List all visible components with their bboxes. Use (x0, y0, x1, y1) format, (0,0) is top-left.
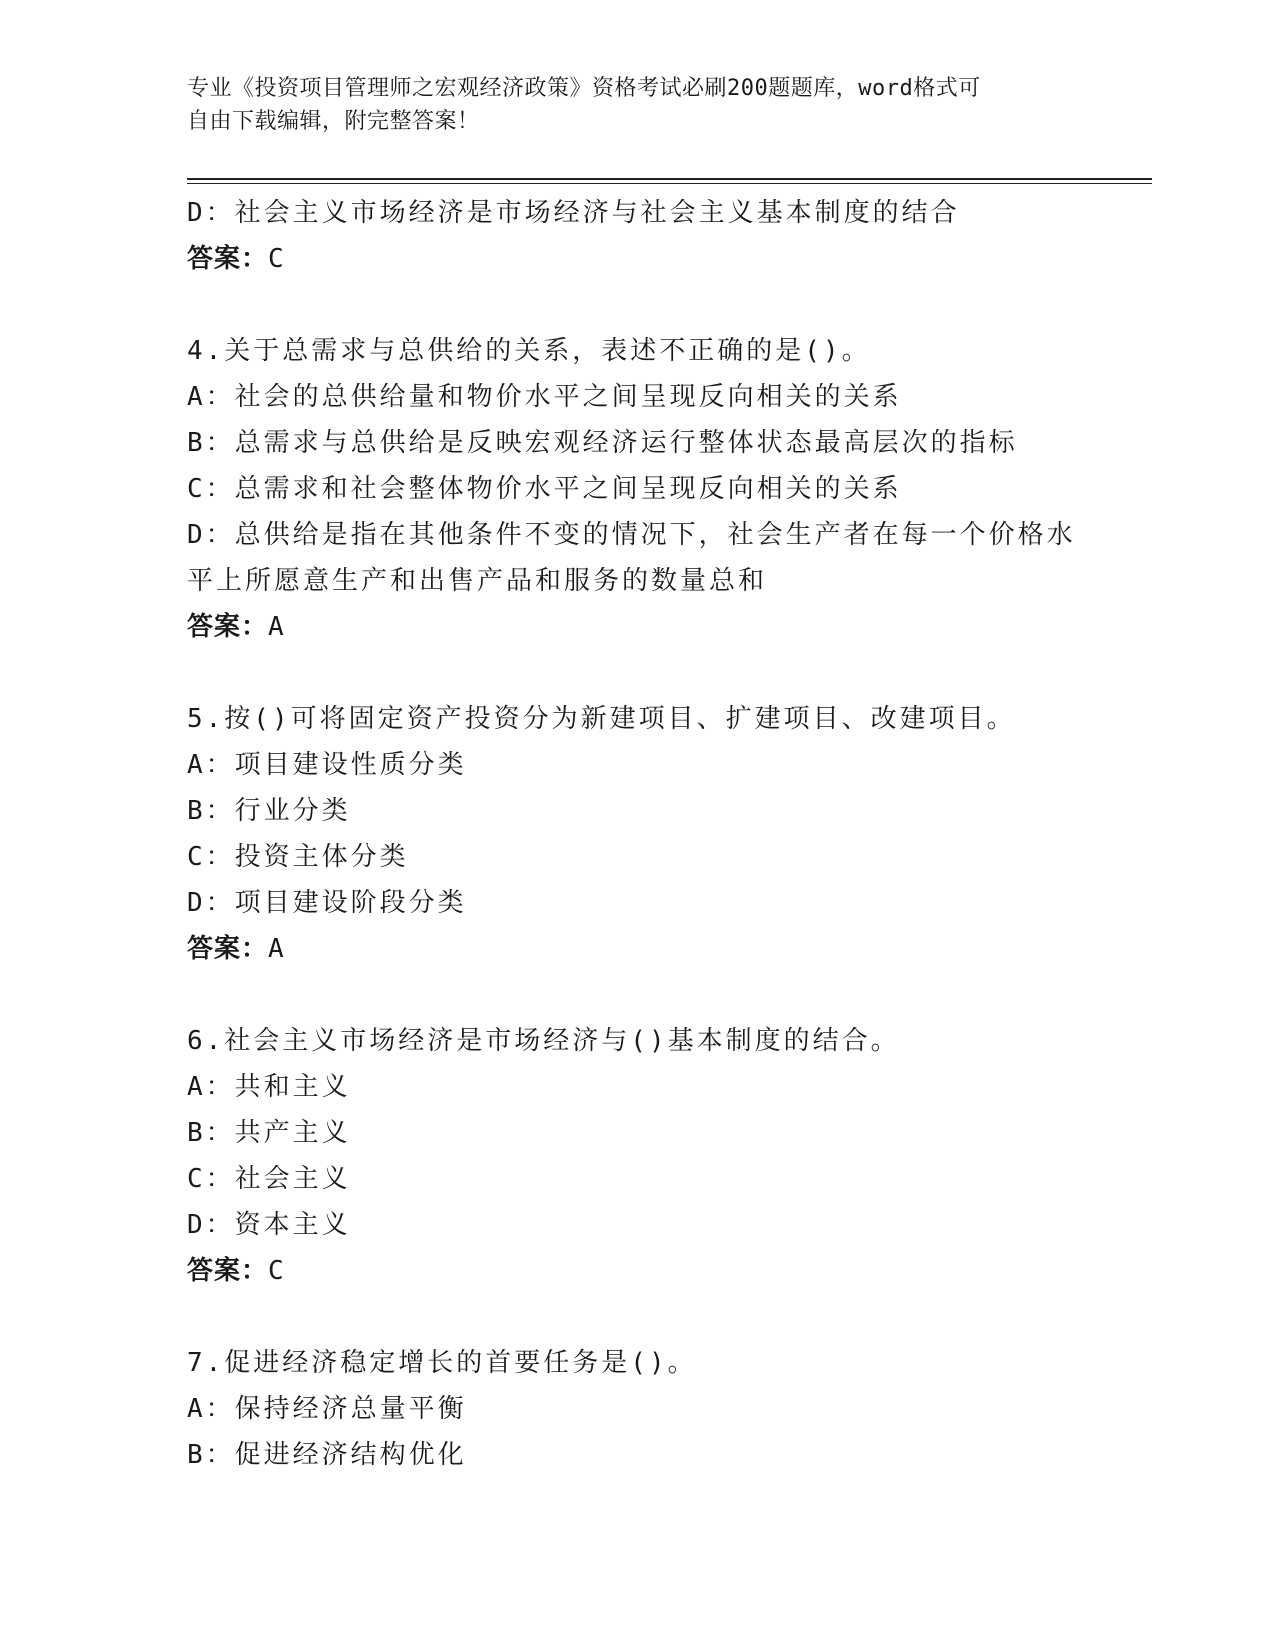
answer-label: 答案： (187, 612, 269, 642)
answer-value: C (268, 244, 285, 274)
question-item (187, 190, 1087, 282)
question-list (187, 190, 1087, 1478)
question-item (187, 696, 1087, 972)
answer-value: A (268, 612, 285, 642)
option-a: A：共和主义 (187, 1072, 351, 1102)
option-c: C：投资主体分类 (187, 842, 409, 872)
answer-line (187, 1248, 1087, 1294)
option-d: D：总供给是指在其他条件不变的情况下，社会生产者在每一个价格水平上所愿意生产和出售产品和服务的数量总和 (187, 520, 1076, 596)
answer-line (187, 926, 1087, 972)
question-stem: 7.促进经济稳定增长的首要任务是()。 (187, 1348, 697, 1378)
option-a: A：保持经济总量平衡 (187, 1394, 467, 1424)
option-d: D：资本主义 (187, 1210, 351, 1240)
answer-label: 答案： (187, 934, 269, 964)
answer-label: 答案： (187, 1256, 269, 1286)
answer-line (187, 236, 1087, 282)
header-title-line-1: 专业《投资项目管理师之宏观经济政策》资格考试必刷200题题库，word格式可 (187, 76, 981, 101)
question-item (187, 1018, 1087, 1294)
option-b: B：行业分类 (187, 796, 351, 826)
question-stem: 5.按()可将固定资产投资分为新建项目、扩建项目、改建项目。 (187, 704, 1016, 734)
option-b: B：促进经济结构优化 (187, 1440, 467, 1470)
answer-line (187, 604, 1087, 650)
header-title-line-2: 自由下载编辑，附完整答案！ (187, 109, 480, 134)
question-item (187, 328, 1087, 650)
answer-value: A (268, 934, 285, 964)
document-header (187, 72, 1067, 138)
option-b: B：总需求与总供给是反映宏观经济运行整体状态最高层次的指标 (187, 428, 1018, 458)
header-divider-thin (187, 183, 1152, 184)
header-divider (187, 178, 1152, 180)
option-a: A：社会的总供给量和物价水平之间呈现反向相关的关系 (187, 382, 902, 412)
option-d: D：项目建设阶段分类 (187, 888, 467, 918)
question-item (187, 1340, 1087, 1478)
option-d: D：社会主义市场经济是市场经济与社会主义基本制度的结合 (187, 198, 960, 228)
option-c: C：总需求和社会整体物价水平之间呈现反向相关的关系 (187, 474, 902, 504)
option-c: C：社会主义 (187, 1164, 351, 1194)
answer-label: 答案： (187, 244, 269, 274)
option-b: B：共产主义 (187, 1118, 351, 1148)
question-stem: 6.社会主义市场经济是市场经济与()基本制度的结合。 (187, 1026, 900, 1056)
answer-value: C (268, 1256, 285, 1286)
question-stem: 4.关于总需求与总供给的关系，表述不正确的是()。 (187, 336, 871, 366)
option-a: A：项目建设性质分类 (187, 750, 467, 780)
